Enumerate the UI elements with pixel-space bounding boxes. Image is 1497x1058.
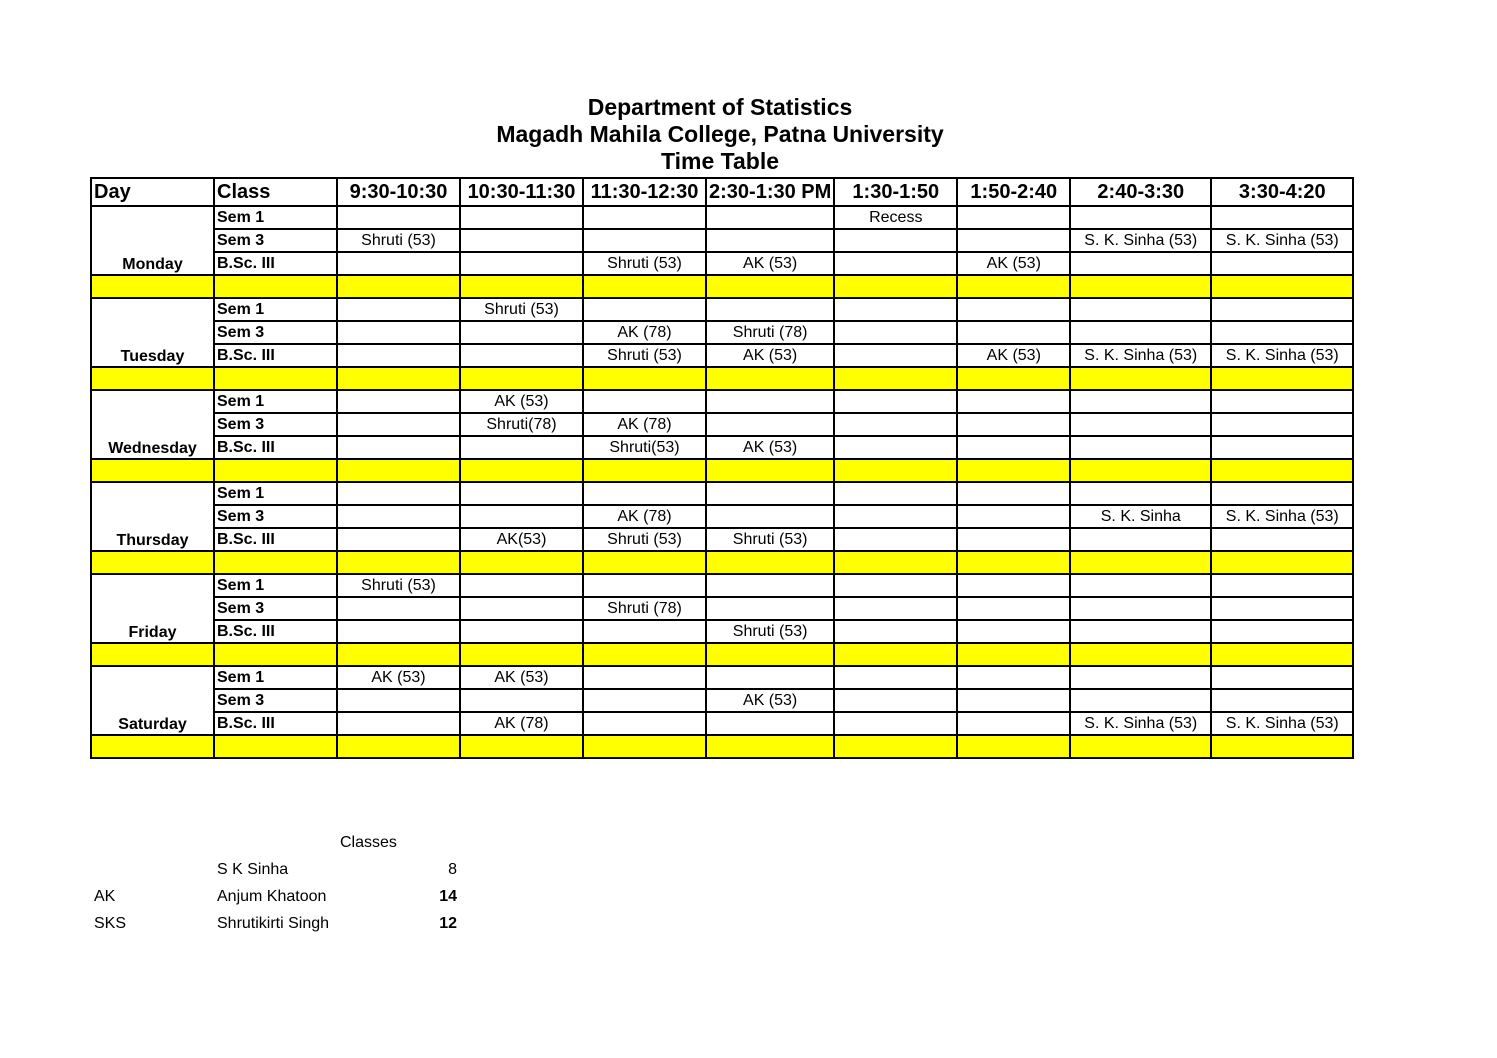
slot-cell: AK (78) <box>583 321 706 344</box>
separator-cell <box>957 367 1070 390</box>
slot-cell <box>834 252 957 275</box>
slot-cell <box>834 482 957 505</box>
separator-cell <box>460 459 583 482</box>
slot-cell <box>460 689 583 712</box>
separator-cell <box>91 459 214 482</box>
slot-cell <box>706 206 834 229</box>
class-cell: B.Sc. III <box>214 528 337 551</box>
separator-cell <box>91 367 214 390</box>
day-cell: Friday <box>91 574 214 643</box>
day-cell: Thursday <box>91 482 214 551</box>
slot-cell <box>583 390 706 413</box>
separator-cell <box>957 275 1070 298</box>
class-cell: Sem 3 <box>214 321 337 344</box>
class-cell: Sem 1 <box>214 574 337 597</box>
slot-cell: AK (53) <box>957 252 1070 275</box>
slot-cell: S. K. Sinha (53) <box>1070 229 1211 252</box>
separator-row <box>91 551 1353 574</box>
slot-cell <box>957 321 1070 344</box>
slot-cell <box>834 689 957 712</box>
legend-name: Shrutikirti Singh <box>217 915 330 932</box>
slot-cell <box>834 344 957 367</box>
timetable-row <box>91 390 1353 413</box>
slot-cell: Shruti (53) <box>583 528 706 551</box>
slot-cell <box>834 528 957 551</box>
slot-cell <box>957 229 1070 252</box>
class-cell: B.Sc. III <box>214 436 337 459</box>
separator-row <box>91 643 1353 666</box>
slot-cell <box>460 206 583 229</box>
separator-cell <box>706 735 834 758</box>
slot-cell <box>460 482 583 505</box>
slot-cell <box>1211 436 1353 459</box>
separator-cell <box>1211 275 1353 298</box>
slot-cell <box>1211 597 1353 620</box>
slot-cell <box>460 505 583 528</box>
slot-cell <box>957 574 1070 597</box>
slot-cell: Shruti (53) <box>706 528 834 551</box>
slot-cell <box>337 390 460 413</box>
slot-cell <box>337 505 460 528</box>
slot-cell <box>1070 666 1211 689</box>
timetable-row <box>91 574 1353 597</box>
separator-cell <box>583 643 706 666</box>
slot-cell <box>1211 252 1353 275</box>
slot-cell <box>337 413 460 436</box>
slot-cell: AK (53) <box>337 666 460 689</box>
timetable-row <box>91 689 1353 712</box>
slot-cell <box>957 597 1070 620</box>
slot-cell <box>1211 413 1353 436</box>
slot-cell <box>706 505 834 528</box>
class-cell: Sem 3 <box>214 413 337 436</box>
slot-cell <box>834 298 957 321</box>
title-department: Department of Statistics <box>587 94 853 120</box>
slot-cell <box>706 229 834 252</box>
slot-cell: Shruti (53) <box>460 298 583 321</box>
slot-cell: AK (53) <box>957 344 1070 367</box>
separator-cell <box>583 275 706 298</box>
slot-cell <box>583 298 706 321</box>
slot-cell <box>834 229 957 252</box>
slot-cell: Recess <box>834 206 957 229</box>
slot-cell: Shruti(53) <box>583 436 706 459</box>
separator-row <box>91 367 1353 390</box>
slot-cell <box>1070 413 1211 436</box>
slot-cell <box>1211 390 1353 413</box>
slot-cell <box>337 298 460 321</box>
slot-cell <box>706 666 834 689</box>
header-row <box>91 178 1353 206</box>
slot-cell <box>583 689 706 712</box>
class-cell: B.Sc. III <box>214 712 337 735</box>
header-cell: 3:30-4:20 <box>1211 178 1353 206</box>
separator-cell <box>460 551 583 574</box>
slot-cell <box>337 597 460 620</box>
separator-cell <box>337 459 460 482</box>
legend-classes-label: Classes <box>340 834 397 851</box>
class-cell: B.Sc. III <box>214 252 337 275</box>
slot-cell <box>583 482 706 505</box>
separator-cell <box>834 275 957 298</box>
slot-cell <box>957 206 1070 229</box>
timetable-row <box>91 436 1353 459</box>
separator-cell <box>214 551 337 574</box>
slot-cell <box>706 574 834 597</box>
slot-cell: AK (78) <box>583 413 706 436</box>
slot-cell <box>1070 689 1211 712</box>
slot-cell <box>460 321 583 344</box>
slot-cell <box>460 620 583 643</box>
separator-cell <box>1070 275 1211 298</box>
day-cell: Wednesday <box>91 390 214 459</box>
slot-cell <box>1070 436 1211 459</box>
slot-cell: AK (53) <box>460 666 583 689</box>
timetable-row <box>91 321 1353 344</box>
slot-cell <box>834 390 957 413</box>
legend-name: Anjum Khatoon <box>217 888 327 905</box>
class-cell: Sem 3 <box>214 689 337 712</box>
timetable-row <box>91 620 1353 643</box>
slot-cell <box>706 298 834 321</box>
slot-cell <box>460 436 583 459</box>
slot-cell <box>834 597 957 620</box>
slot-cell <box>1211 574 1353 597</box>
slot-cell <box>337 436 460 459</box>
slot-cell: S. K. Sinha (53) <box>1070 712 1211 735</box>
header-cell: Class <box>214 178 337 206</box>
slot-cell <box>957 505 1070 528</box>
slot-cell: Shruti (78) <box>706 321 834 344</box>
timetable-row <box>91 344 1353 367</box>
slot-cell <box>957 689 1070 712</box>
slot-cell <box>460 574 583 597</box>
slot-cell <box>583 620 706 643</box>
slot-cell <box>583 666 706 689</box>
legend-count: 12 <box>439 915 457 932</box>
slot-cell: S. K. Sinha (53) <box>1211 229 1353 252</box>
slot-cell: Shruti(78) <box>460 413 583 436</box>
slot-cell: S. K. Sinha (53) <box>1211 712 1353 735</box>
day-cell: Saturday <box>91 666 214 735</box>
slot-cell <box>957 413 1070 436</box>
separator-row <box>91 735 1353 758</box>
separator-cell <box>91 643 214 666</box>
title-timetable: Time Table <box>660 148 780 174</box>
slot-cell <box>957 666 1070 689</box>
separator-cell <box>214 275 337 298</box>
slot-cell <box>583 712 706 735</box>
separator-cell <box>583 551 706 574</box>
separator-cell <box>214 735 337 758</box>
slot-cell <box>583 206 706 229</box>
slot-cell <box>337 321 460 344</box>
slot-cell <box>834 413 957 436</box>
class-cell: Sem 3 <box>214 505 337 528</box>
slot-cell <box>337 712 460 735</box>
separator-cell <box>583 459 706 482</box>
separator-row <box>91 459 1353 482</box>
slot-cell <box>337 206 460 229</box>
slot-cell <box>1070 528 1211 551</box>
slot-cell <box>460 229 583 252</box>
slot-cell <box>1070 390 1211 413</box>
slot-cell <box>834 620 957 643</box>
separator-cell <box>1070 367 1211 390</box>
class-cell: Sem 1 <box>214 298 337 321</box>
slot-cell <box>957 298 1070 321</box>
slot-cell <box>957 482 1070 505</box>
slot-cell <box>957 390 1070 413</box>
separator-cell <box>834 367 957 390</box>
timetable-row <box>91 528 1353 551</box>
class-cell: Sem 1 <box>214 482 337 505</box>
slot-cell: Shruti (53) <box>583 252 706 275</box>
separator-cell <box>706 643 834 666</box>
separator-cell <box>1211 551 1353 574</box>
day-cell: Tuesday <box>91 298 214 367</box>
slot-cell: S. K. Sinha (53) <box>1211 344 1353 367</box>
legend-abbr: AK <box>94 888 116 905</box>
slot-cell: S. K. Sinha (53) <box>1211 505 1353 528</box>
class-cell: Sem 1 <box>214 390 337 413</box>
slot-cell <box>583 574 706 597</box>
slot-cell <box>706 413 834 436</box>
slot-cell <box>706 712 834 735</box>
slot-cell: AK (78) <box>460 712 583 735</box>
separator-cell <box>583 735 706 758</box>
class-cell: B.Sc. III <box>214 620 337 643</box>
slot-cell <box>337 689 460 712</box>
header-cell: 11:30-12:30 <box>583 178 706 206</box>
slot-cell <box>1211 620 1353 643</box>
legend-count: 14 <box>439 888 457 905</box>
slot-cell <box>1070 574 1211 597</box>
slot-cell <box>706 597 834 620</box>
slot-cell <box>957 712 1070 735</box>
slot-cell: AK (53) <box>706 689 834 712</box>
separator-cell <box>957 459 1070 482</box>
timetable-row <box>91 206 1353 229</box>
separator-cell <box>214 367 337 390</box>
separator-cell <box>337 551 460 574</box>
separator-cell <box>1211 643 1353 666</box>
separator-cell <box>834 735 957 758</box>
slot-cell <box>1211 528 1353 551</box>
slot-cell: Shruti (53) <box>337 229 460 252</box>
separator-cell <box>1070 459 1211 482</box>
slot-cell <box>834 574 957 597</box>
slot-cell: S. K. Sinha (53) <box>1070 344 1211 367</box>
slot-cell <box>834 436 957 459</box>
slot-cell: Shruti (78) <box>583 597 706 620</box>
separator-cell <box>834 459 957 482</box>
class-cell: Sem 3 <box>214 229 337 252</box>
separator-cell <box>706 367 834 390</box>
slot-cell <box>706 390 834 413</box>
separator-cell <box>214 459 337 482</box>
separator-cell <box>91 275 214 298</box>
slot-cell: AK (53) <box>460 390 583 413</box>
header-cell: 10:30-11:30 <box>460 178 583 206</box>
slot-cell <box>583 229 706 252</box>
slot-cell <box>834 505 957 528</box>
separator-cell <box>957 735 1070 758</box>
slot-cell <box>834 321 957 344</box>
separator-cell <box>957 643 1070 666</box>
slot-cell <box>1070 321 1211 344</box>
timetable-row <box>91 482 1353 505</box>
timetable-row <box>91 666 1353 689</box>
slot-cell <box>1211 206 1353 229</box>
slot-cell <box>1211 298 1353 321</box>
separator-cell <box>706 551 834 574</box>
separator-cell <box>91 735 214 758</box>
separator-cell <box>337 643 460 666</box>
slot-cell <box>834 666 957 689</box>
slot-cell <box>1070 620 1211 643</box>
slot-cell: AK (53) <box>706 436 834 459</box>
slot-cell <box>1211 689 1353 712</box>
slot-cell <box>1070 482 1211 505</box>
separator-cell <box>1211 459 1353 482</box>
separator-cell <box>460 735 583 758</box>
slot-cell <box>337 528 460 551</box>
legend-count: 8 <box>448 861 457 878</box>
separator-cell <box>1211 367 1353 390</box>
slot-cell <box>460 344 583 367</box>
slot-cell <box>337 482 460 505</box>
slot-cell <box>1211 482 1353 505</box>
legend-name: S K Sinha <box>217 861 289 878</box>
slot-cell <box>1070 597 1211 620</box>
timetable-row <box>91 597 1353 620</box>
separator-cell <box>1070 643 1211 666</box>
slot-cell <box>1070 206 1211 229</box>
slot-cell <box>1070 252 1211 275</box>
separator-cell <box>834 551 957 574</box>
separator-cell <box>337 367 460 390</box>
slot-cell: Shruti (53) <box>583 344 706 367</box>
separator-cell <box>583 367 706 390</box>
legend-abbr: SKS <box>94 915 127 932</box>
separator-cell <box>337 735 460 758</box>
timetable-row <box>91 252 1353 275</box>
slot-cell <box>1070 298 1211 321</box>
separator-cell <box>957 551 1070 574</box>
header-cell: 9:30-10:30 <box>337 178 460 206</box>
slot-cell: AK(53) <box>460 528 583 551</box>
slot-cell <box>957 436 1070 459</box>
slot-cell <box>337 620 460 643</box>
separator-cell <box>337 275 460 298</box>
class-cell: Sem 3 <box>214 597 337 620</box>
separator-cell <box>706 459 834 482</box>
slot-cell <box>337 344 460 367</box>
timetable-row <box>91 298 1353 321</box>
slot-cell: S. K. Sinha <box>1070 505 1211 528</box>
separator-cell <box>706 275 834 298</box>
title-college: Magadh Mahila College, Patna University <box>496 121 944 147</box>
slot-cell: AK (53) <box>706 344 834 367</box>
slot-cell <box>834 712 957 735</box>
header-cell: Day <box>91 178 214 206</box>
slot-cell: Shruti (53) <box>706 620 834 643</box>
slot-cell <box>1211 666 1353 689</box>
slot-cell: AK (53) <box>706 252 834 275</box>
title-block <box>90 94 1350 175</box>
separator-cell <box>214 643 337 666</box>
separator-cell <box>460 643 583 666</box>
slot-cell <box>460 252 583 275</box>
slot-cell: AK (78) <box>583 505 706 528</box>
header-cell: 1:30-1:50 <box>834 178 957 206</box>
separator-cell <box>460 275 583 298</box>
slot-cell <box>337 252 460 275</box>
timetable <box>90 177 1354 759</box>
slot-cell <box>957 528 1070 551</box>
separator-cell <box>91 551 214 574</box>
timetable-row <box>91 505 1353 528</box>
separator-cell <box>1070 551 1211 574</box>
slot-cell <box>957 620 1070 643</box>
header-cell: 2:40-3:30 <box>1070 178 1211 206</box>
class-cell: Sem 1 <box>214 666 337 689</box>
day-cell: Monday <box>91 206 214 275</box>
slot-cell <box>706 482 834 505</box>
slot-cell <box>1211 321 1353 344</box>
separator-cell <box>834 643 957 666</box>
class-cell: B.Sc. III <box>214 344 337 367</box>
separator-cell <box>460 367 583 390</box>
header-cell: 2:30-1:30 PM <box>706 178 834 206</box>
timetable-row <box>91 229 1353 252</box>
slot-cell: Shruti (53) <box>337 574 460 597</box>
header-cell: 1:50-2:40 <box>957 178 1070 206</box>
class-cell: Sem 1 <box>214 206 337 229</box>
separator-cell <box>1070 735 1211 758</box>
timetable-row <box>91 413 1353 436</box>
separator-row <box>91 275 1353 298</box>
separator-cell <box>1211 735 1353 758</box>
timetable-row <box>91 712 1353 735</box>
slot-cell <box>460 597 583 620</box>
